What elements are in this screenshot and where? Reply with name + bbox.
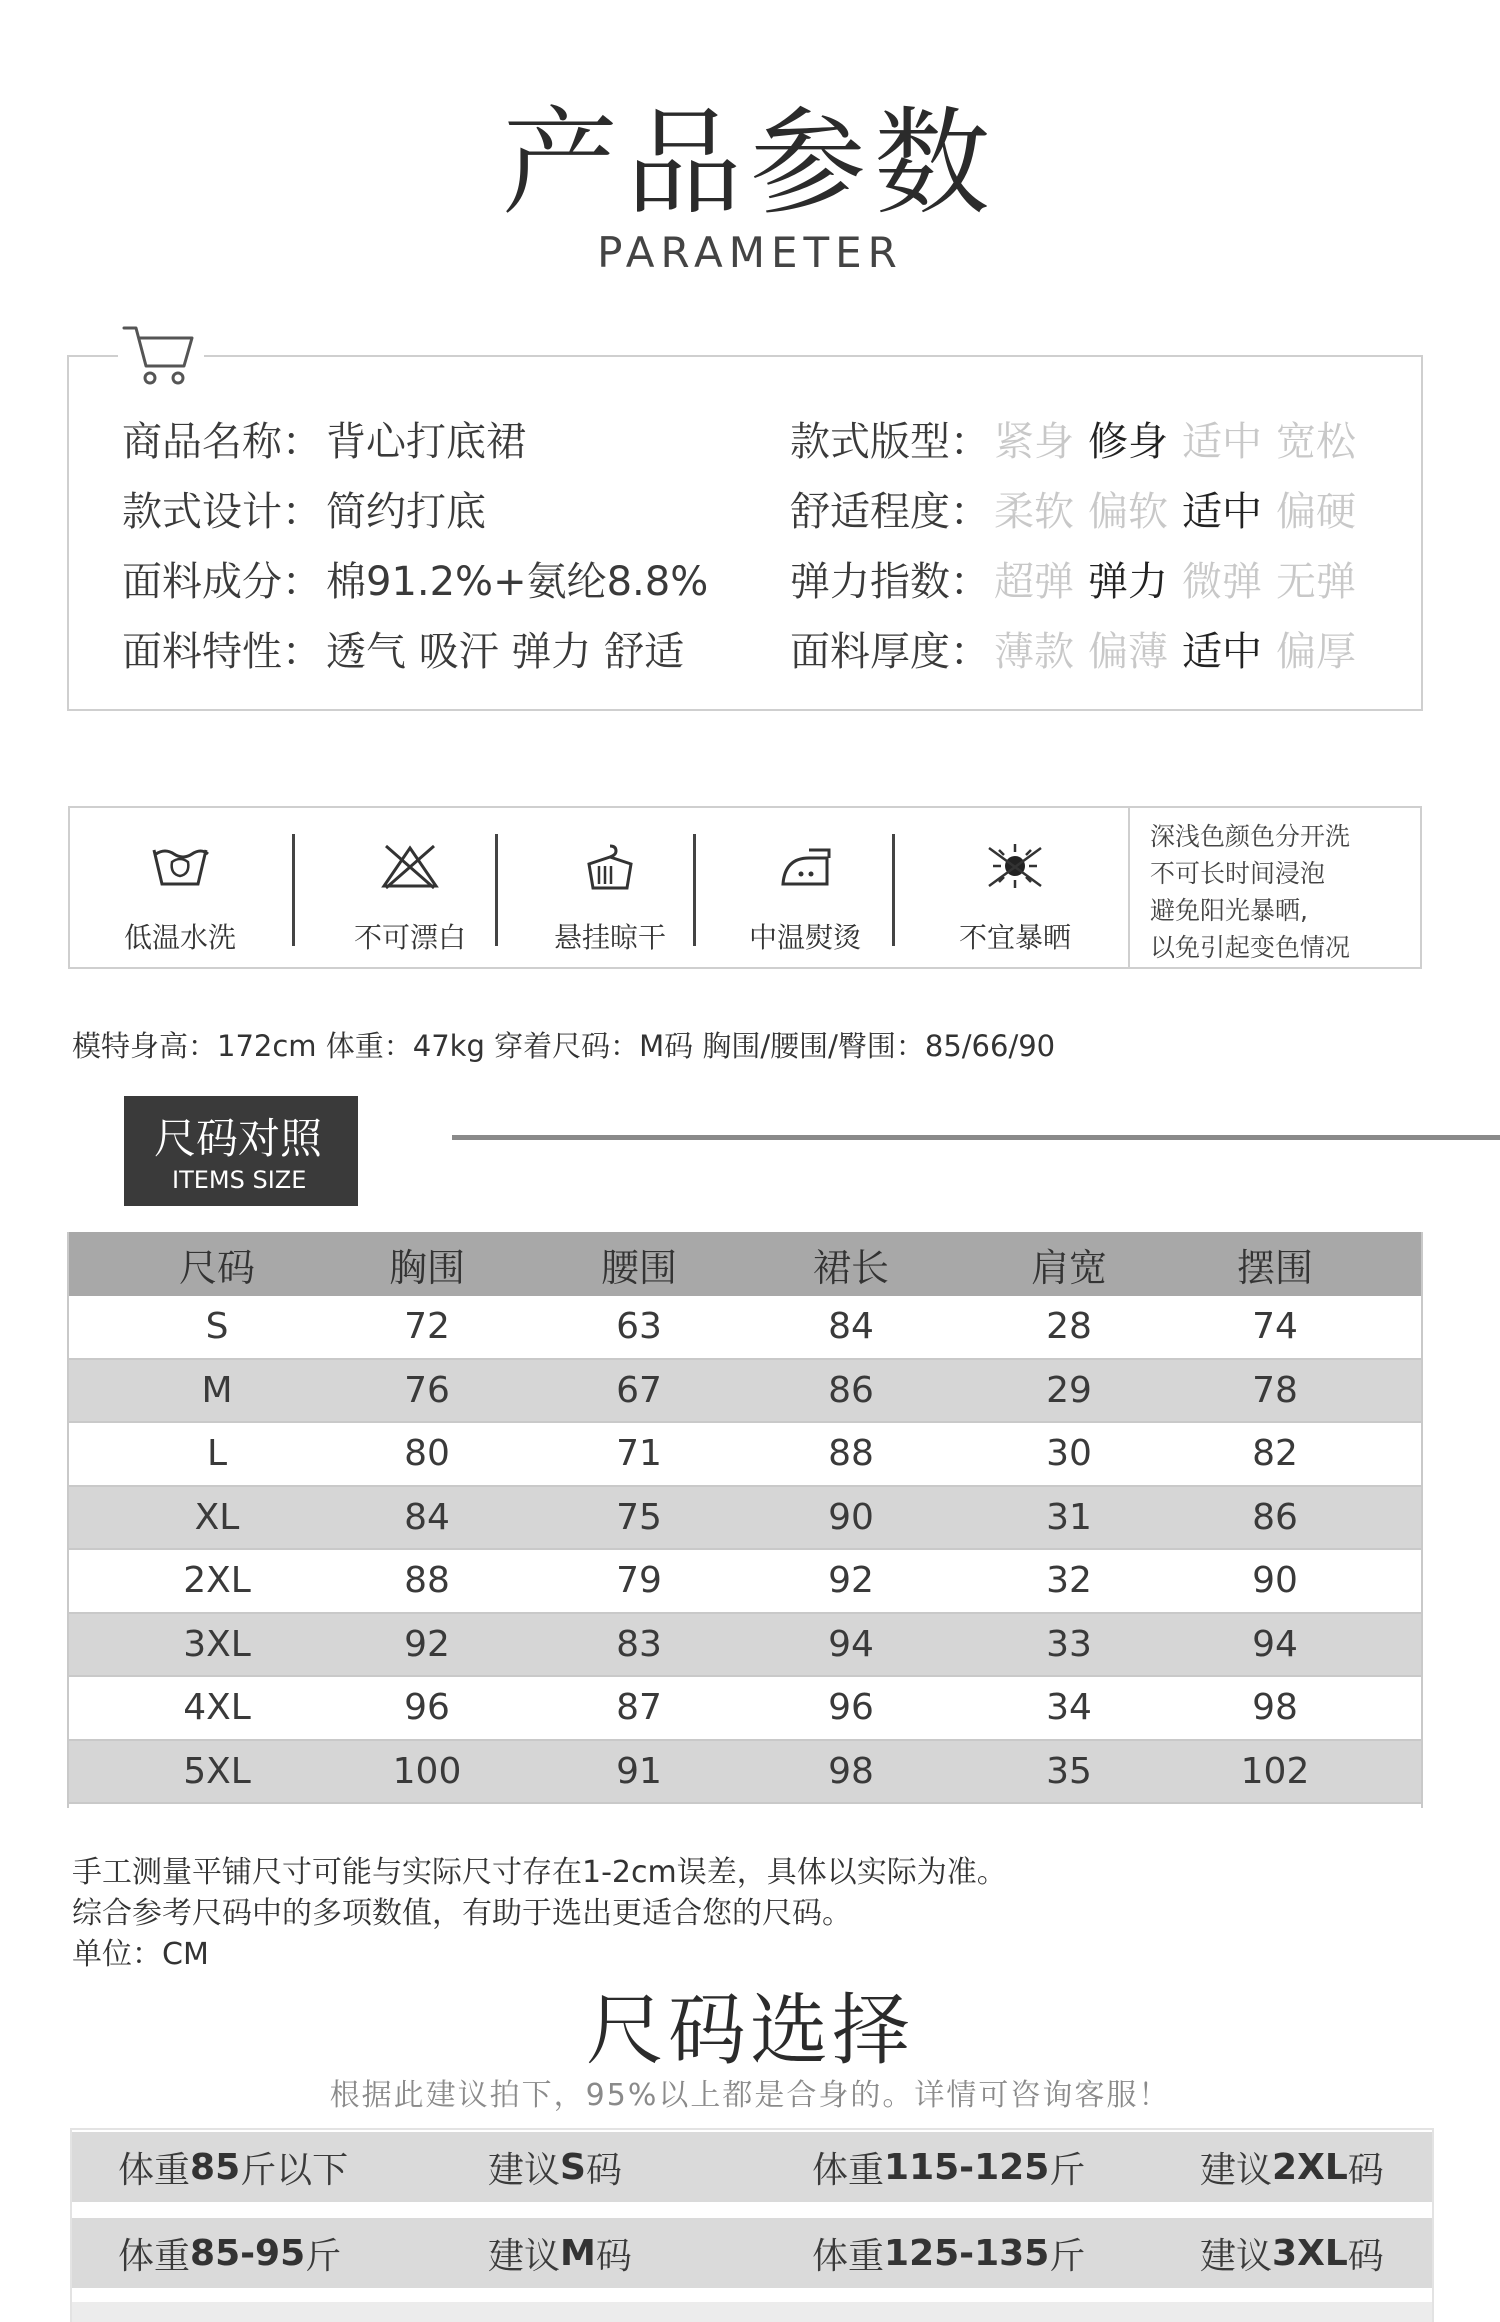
table-cell: 2XL	[183, 1560, 251, 1602]
size-chart-tag	[124, 1096, 358, 1206]
size-select-text: 建议	[1200, 2235, 1273, 2277]
size-select-subtitle: 根据此建议拍下，95%以上都是合身的。详情可咨询客服！	[329, 2078, 1171, 2113]
care-note-line: 深浅色颜色分开洗	[1150, 822, 1351, 851]
size-select-text: 斤	[305, 2235, 342, 2277]
table-cell: 82	[1252, 1433, 1298, 1475]
size-select-cell	[118, 2218, 341, 2288]
size-select-text: 码	[1347, 2235, 1384, 2277]
param-option: 偏硬	[1276, 489, 1356, 535]
table-cell: 28	[1046, 1306, 1092, 1348]
param-label: 商品名称：	[122, 419, 322, 465]
size-select-value: 2XL	[1272, 2146, 1348, 2188]
param-row	[122, 410, 526, 467]
size-chart-tag-subtitle: ITEMS SIZE	[172, 1166, 307, 1194]
param-label: 面料特性：	[122, 629, 322, 675]
size-select-value: 85-95	[190, 2232, 306, 2274]
table-cell: 84	[828, 1306, 874, 1348]
care-label: 中温熨烫	[748, 921, 861, 954]
size-select-cell	[1200, 2132, 1384, 2202]
care-note-line: 不可长时间浸泡	[1150, 859, 1326, 888]
param-option: 适中	[1182, 419, 1262, 465]
table-cell: 90	[828, 1496, 874, 1538]
param-option-selected: 修身	[1088, 419, 1168, 465]
param-label: 舒适程度：	[790, 489, 990, 535]
size-select-cell	[118, 2132, 348, 2202]
table-cell: 5XL	[183, 1750, 251, 1792]
table-cell: 88	[828, 1433, 874, 1475]
table-header	[67, 1232, 1423, 1296]
shopping-cart-icon	[122, 322, 198, 388]
param-option-selected: 适中	[1182, 629, 1262, 675]
table-cell: 86	[1252, 1496, 1298, 1538]
table-cell: 88	[404, 1560, 450, 1602]
page-subtitle: PARAMETER	[597, 228, 903, 277]
table-cell: 30	[1046, 1433, 1092, 1475]
table-cell: 74	[1252, 1306, 1298, 1348]
table-cell: 92	[828, 1560, 874, 1602]
care-item-wash	[110, 808, 250, 967]
size-table	[67, 1232, 1423, 1804]
table-cell: 63	[616, 1306, 662, 1348]
table-cell: 96	[404, 1687, 450, 1729]
no-sun-icon	[983, 840, 1047, 892]
size-select-value: S	[560, 2146, 586, 2188]
param-row	[790, 480, 1370, 537]
size-select-cell	[488, 2132, 622, 2202]
size-select-cell	[488, 2218, 632, 2288]
size-select-value: 125-135	[884, 2232, 1050, 2274]
column-header: 裙长	[812, 1245, 889, 1290]
table-cell: 71	[616, 1433, 662, 1475]
param-label: 弹力指数：	[790, 559, 990, 605]
no-bleach-icon	[378, 840, 442, 892]
table-row	[67, 1360, 1423, 1424]
param-option: 偏厚	[1276, 629, 1356, 675]
column-header: 腰围	[600, 1245, 677, 1290]
table-cell: M	[201, 1369, 233, 1411]
param-value: 棉91.2%+氨纶8.8%	[326, 559, 709, 605]
param-row	[790, 620, 1370, 677]
care-label: 不可漂白	[353, 921, 466, 954]
size-select-text: 体重	[812, 2235, 885, 2277]
table-cell: 86	[828, 1369, 874, 1411]
care-label: 悬挂晾干	[553, 921, 666, 954]
measure-note: 手工测量平铺尺寸可能与实际尺寸存在1-2cm误差，具体以实际为准。	[72, 1855, 1007, 1890]
size-select-text: 码	[595, 2235, 632, 2277]
param-option: 超弹	[994, 559, 1074, 605]
care-item-bleach	[320, 808, 500, 967]
care-item-sun	[925, 808, 1105, 967]
size-select-row	[72, 2218, 1432, 2288]
table-cell: 32	[1046, 1560, 1092, 1602]
param-label: 面料厚度：	[790, 629, 990, 675]
size-select-text: 斤以下	[240, 2149, 349, 2191]
param-option: 薄款	[994, 629, 1074, 675]
size-select-text: 体重	[812, 2149, 885, 2191]
table-cell: 76	[404, 1369, 450, 1411]
table-cell: 98	[1252, 1687, 1298, 1729]
size-select-text: 斤	[1049, 2149, 1086, 2191]
table-cell: 91	[616, 1750, 662, 1792]
table-cell: 96	[828, 1687, 874, 1729]
table-cell: 92	[404, 1623, 450, 1665]
param-label: 面料成分：	[122, 559, 322, 605]
table-row	[67, 1677, 1423, 1741]
table-cell: 94	[1252, 1623, 1298, 1665]
table-cell: 67	[616, 1369, 662, 1411]
size-select-title: 尺码选择	[585, 1986, 914, 2076]
table-cell: 100	[392, 1750, 462, 1792]
size-select-value: 115-125	[884, 2146, 1050, 2188]
care-note	[1150, 818, 1350, 966]
param-value: 背心打底裙	[326, 419, 526, 465]
size-select-text: 建议	[488, 2235, 561, 2277]
unit-note: 单位：CM	[72, 1937, 209, 1972]
column-header: 胸围	[388, 1245, 465, 1290]
param-label: 款式设计：	[122, 489, 322, 535]
column-header: 摆围	[1236, 1245, 1313, 1290]
param-option: 偏软	[1088, 489, 1168, 535]
table-cell: 75	[616, 1496, 662, 1538]
param-option-selected: 适中	[1182, 489, 1262, 535]
low-temp-wash-icon	[150, 840, 210, 892]
param-row	[790, 550, 1370, 607]
table-row	[67, 1550, 1423, 1614]
size-select-row-partial	[72, 2302, 1432, 2322]
table-cell: 72	[404, 1306, 450, 1348]
size-select-text: 建议	[1200, 2149, 1273, 2191]
column-header: 肩宽	[1030, 1245, 1107, 1290]
size-chart-tag-title: 尺码对照	[154, 1114, 323, 1163]
divider	[693, 834, 696, 946]
table-row	[67, 1296, 1423, 1360]
size-select-text: 体重	[118, 2235, 191, 2277]
divider	[292, 834, 295, 946]
hang-dry-icon	[583, 840, 637, 892]
param-option: 紧身	[994, 419, 1074, 465]
care-instructions-box	[68, 806, 1422, 969]
care-note-line: 以免引起变色情况	[1150, 933, 1351, 962]
size-select-text: 斤	[1049, 2235, 1086, 2277]
table-cell: XL	[194, 1496, 240, 1538]
param-option: 柔软	[994, 489, 1074, 535]
table-cell: 79	[616, 1560, 662, 1602]
size-select-cell	[1200, 2218, 1384, 2288]
reference-note: 综合参考尺码中的多项数值，有助于选出更适合您的尺码。	[72, 1896, 852, 1931]
param-option: 微弹	[1182, 559, 1262, 605]
param-value: 透气 吸汗 弹力 舒适	[326, 629, 685, 675]
table-row	[67, 1614, 1423, 1678]
param-option: 宽松	[1276, 419, 1356, 465]
divider	[452, 1135, 1500, 1140]
table-cell: 3XL	[183, 1623, 251, 1665]
size-select-text: 码	[585, 2149, 622, 2191]
care-label: 不宜暴晒	[958, 921, 1071, 954]
table-cell: 98	[828, 1750, 874, 1792]
table-cell: L	[206, 1433, 228, 1475]
param-option: 偏薄	[1088, 629, 1168, 675]
table-cell: 33	[1046, 1623, 1092, 1665]
table-row	[67, 1487, 1423, 1551]
size-select-value: M	[560, 2232, 596, 2274]
table-cell: 31	[1046, 1496, 1092, 1538]
size-select-cell	[812, 2218, 1085, 2288]
table-row	[67, 1741, 1423, 1805]
size-select-text: 体重	[118, 2149, 191, 2191]
size-select-text: 码	[1347, 2149, 1384, 2191]
table-cell: 102	[1240, 1750, 1310, 1792]
care-label: 低温水洗	[123, 921, 236, 954]
param-row	[122, 550, 708, 607]
page-title: 产品参数	[502, 96, 998, 231]
size-select-text: 建议	[488, 2149, 561, 2191]
param-row	[790, 410, 1370, 467]
table-cell: 83	[616, 1623, 662, 1665]
param-option-selected: 弹力	[1088, 559, 1168, 605]
table-cell: 78	[1252, 1369, 1298, 1411]
table-cell: 84	[404, 1496, 450, 1538]
size-select-value: 85	[190, 2146, 241, 2188]
care-item-hang	[525, 808, 695, 967]
param-label: 款式版型：	[790, 419, 990, 465]
table-cell: 29	[1046, 1369, 1092, 1411]
table-cell: 35	[1046, 1750, 1092, 1792]
size-select-value: 3XL	[1272, 2232, 1348, 2274]
size-select-cell	[812, 2132, 1085, 2202]
table-cell: 34	[1046, 1687, 1092, 1729]
divider	[892, 834, 895, 946]
size-select-row	[72, 2132, 1432, 2202]
model-info: 模特身高：172cm 体重：47kg 穿着尺码：M码 胸围/腰围/臀围：85/66/90	[72, 1029, 1056, 1063]
divider	[1128, 808, 1130, 967]
table-row	[67, 1423, 1423, 1487]
table-cell: 90	[1252, 1560, 1298, 1602]
table-cell: S	[205, 1306, 229, 1348]
param-row	[122, 620, 684, 677]
care-item-iron	[720, 808, 890, 967]
table-cell: 80	[404, 1433, 450, 1475]
column-header: 尺码	[178, 1245, 255, 1290]
table-cell: 87	[616, 1687, 662, 1729]
iron-medium-icon	[775, 840, 835, 892]
care-note-line: 避免阳光暴晒,	[1150, 896, 1308, 925]
table-cell: 4XL	[183, 1687, 251, 1729]
size-select-table	[70, 2128, 1434, 2322]
param-value: 简约打底	[326, 489, 486, 535]
table-cell: 94	[828, 1623, 874, 1665]
param-row	[122, 480, 486, 537]
divider	[495, 834, 498, 946]
param-option: 无弹	[1276, 559, 1356, 605]
